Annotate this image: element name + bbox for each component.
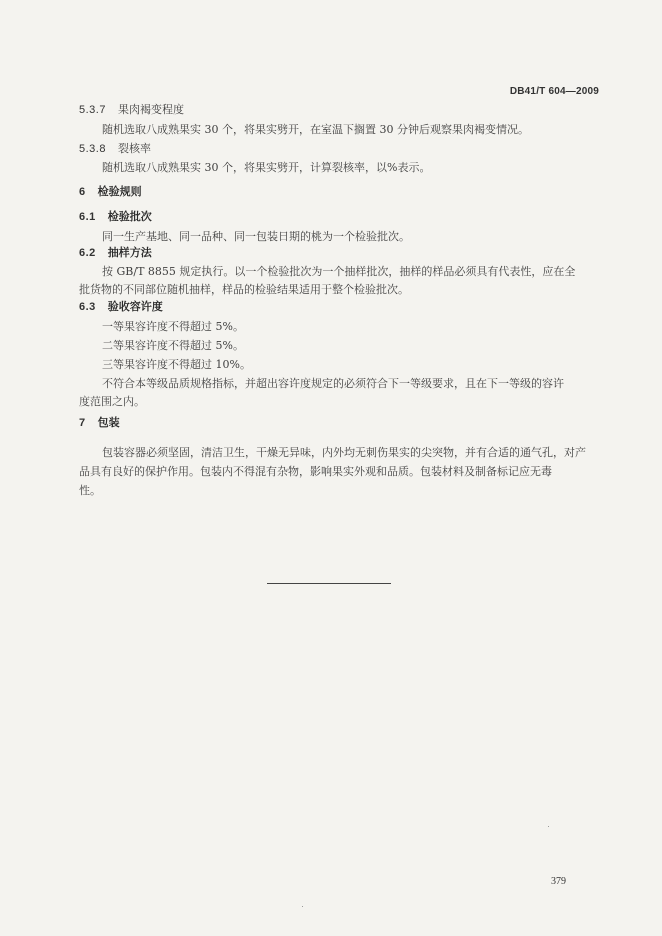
section-number: 5.3.8: [79, 143, 106, 155]
section-number: 6.3: [79, 301, 96, 313]
section-7-line-3: 性。: [79, 484, 101, 497]
section-number: 6.1: [79, 211, 96, 223]
section-7-heading: [79, 416, 120, 430]
section-7-line-2: 品具有良好的保护作用。包装内不得混有杂物，影响果实外观和品质。包装材料及制备标记应无毒: [79, 465, 552, 478]
section-6-1-heading: [79, 210, 152, 224]
section-6-3-heading: [79, 300, 163, 314]
section-title: 检验批次: [107, 210, 152, 223]
document-code: DB41/T 604—2009: [509, 86, 599, 97]
section-5-3-8-heading: [79, 142, 151, 156]
section-title: 包装: [97, 416, 120, 429]
scan-speck: [302, 906, 303, 907]
section-title: 抽样方法: [107, 246, 152, 259]
section-6-3-line-4: 不符合本等级品质规格指标，并超出容许度规定的必须符合下一等级要求，且在下一等级的容许: [102, 377, 564, 390]
section-6-3-line-3: 三等果容许度不得超过 10%。: [102, 358, 251, 371]
section-5-3-7-heading: [79, 103, 184, 117]
section-5-3-7-text: 随机选取八成熟果实 30 个，将果实劈开，在室温下搁置 30 分钟后观察果肉褐变情况。: [102, 123, 529, 136]
section-number: 6.2: [79, 247, 96, 259]
section-title: 裂核率: [117, 142, 151, 155]
section-6-2-heading: [79, 246, 152, 260]
section-title: 验收容许度: [107, 300, 163, 313]
section-6-2-text-line-2: 批货物的不同部位随机抽样，样品的检验结果适用于整个检验批次。: [79, 283, 409, 296]
section-6-3-line-5: 度范围之内。: [79, 395, 145, 408]
scan-speck: [548, 826, 549, 827]
section-title: 检验规则: [97, 185, 142, 198]
section-6-3-line-2: 二等果容许度不得超过 5%。: [102, 339, 244, 352]
section-6-1-text: 同一生产基地、同一品种、同一包装日期的桃为一个检验批次。: [102, 230, 410, 243]
section-6-2-text-line-1: 按 GB/T 8855 规定执行。以一个检验批次为一个抽样批次，抽样的样品必须具有代表性，应在全: [102, 265, 576, 278]
section-number: 6: [79, 186, 86, 198]
section-6-3-line-1: 一等果容许度不得超过 5%。: [102, 320, 244, 333]
section-7-line-1: 包装容器必须坚固，清洁卫生，干燥无异味，内外均无刺伤果实的尖突物，并有合适的通气孔，对产: [102, 446, 586, 459]
section-number: 7: [79, 417, 86, 429]
section-5-3-8-text: 随机选取八成熟果实 30 个，将果实劈开，计算裂核率，以%表示。: [102, 161, 431, 174]
page-number: 379: [551, 876, 566, 887]
section-number: 5.3.7: [79, 104, 106, 116]
section-title: 果肉褐变程度: [117, 103, 184, 116]
end-rule: [267, 583, 391, 584]
section-6-heading: [79, 185, 142, 199]
